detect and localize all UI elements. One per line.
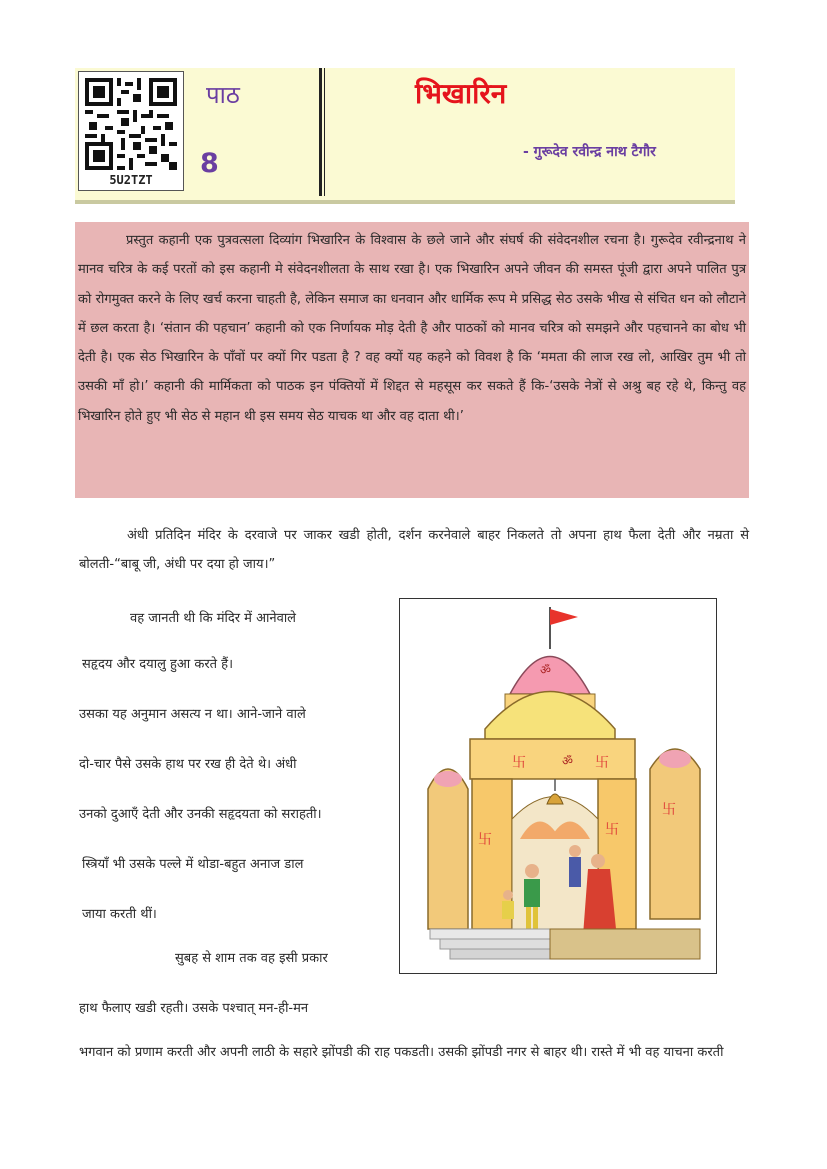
- story-line: जाया करती थीं।: [82, 907, 157, 922]
- page-title: भिखारिन: [415, 77, 507, 110]
- intro-text: प्रस्तुत कहानी एक पुत्रवत्सला दिव्यांग भिखारिन के विश्वास के छले जाने और संघर्ष की संवेदनशील रचना है। गुरूदेव रवीन्द्रनाथ ने मानव चरित्र के कई परतों को इस कहानी मे संवेदनशीलता के साथ रखा है। एक भिखारिन अपने जीवन की समस्त पूंजी द्वारा अपने पालित पुत्र को रोगमुक्त करने के लिए खर्च करना चाहती है, लेकिन समाज का धनवान और धार्मिक रूप मे प्रसिद्ध सेठ उसके भीख से संचित धन को लौटाने में छल करता है। ‘संतान की पहचान’ कहानी को एक निर्णायक मोड़ देती है और पाठकों को मानव चरित्र को समझने और पहचानने का बोध भी देती है। एक सेठ भिखारिन के पाँवों पर क्यों गिर पडता है ? वह क्यों यह कहने को विवश है कि ‘ममता की लाज रख लो, आखिर तुम भी तो उसकी माँ हो।’ कहानी की मार्मिकता को पाठक इन पंक्तियों में शिद्दत से महसूस कर सकते हैं कि-‘उसके नेत्रों से अश्रु बह रहे थे, किन्तु वह भिखारिन होते हुए भी सेठ से महान थी इस समय सेठ याचक था और वह दाता थी।’: [78, 233, 746, 424]
- story-line: दो-चार पैसे उसके हाथ पर रख ही देते थे। अंधी: [79, 757, 297, 772]
- qr-code[interactable]: [78, 71, 184, 191]
- intro-summary-box: [75, 222, 749, 498]
- story-line: सुबह से शाम तक वह इसी प्रकार: [175, 951, 328, 966]
- story-paragraph-1: अंधी प्रतिदिन मंदिर के दरवाजे पर जाकर खडी होती, दर्शन करनेवाले बाहर निकलते तो अपना हाथ फैला देती और नम्रता से बोलती-“बाबू जी, अंधी पर दया हो जाय।”: [79, 528, 749, 572]
- svg-text:ॐ: ॐ: [562, 754, 573, 768]
- lesson-label: पाठ: [206, 81, 240, 109]
- svg-text:卐: 卐: [605, 822, 619, 838]
- story-line: उसका यह अनुमान असत्य न था। आने-जाने वाले: [79, 707, 306, 722]
- qr-code-icon: [85, 78, 177, 170]
- svg-text:卐: 卐: [478, 832, 492, 848]
- temple-scene-icon: [400, 599, 716, 973]
- story-line: उनको दुआएँ देती और उनकी सहृदयता को सराहती।: [79, 807, 322, 822]
- story-line: स्त्रियाँ भी उसके पल्ले में थोडा-बहुत अनाज डाल: [82, 857, 304, 872]
- story-paragraph-last: भगवान को प्रणाम करती और अपनी लाठी के सहारे झोंपडी की राह पकडती। उसकी झोंपडी नगर से बाहर थी। रास्ते में भी वह याचना करती: [79, 1045, 724, 1060]
- story-line: सहृदय और दयालु हुआ करते हैं।: [82, 657, 234, 672]
- story-line: वह जानती थी कि मंदिर में आनेवाले: [130, 611, 297, 626]
- svg-text:卐: 卐: [595, 755, 609, 771]
- author-credit: - गुरूदेव रवीन्द्र नाथ टैगौर: [523, 144, 656, 160]
- svg-text:ॐ: ॐ: [540, 663, 551, 677]
- qr-code-label: 5U2TZT: [109, 173, 153, 187]
- lesson-number: 8: [200, 148, 219, 179]
- lesson-header: [75, 68, 735, 204]
- header-divider-thin: [324, 68, 325, 196]
- story-line: हाथ फैलाए खडी रहती। उसके पश्चात् मन-ही-मन: [79, 1001, 309, 1016]
- svg-text:卐: 卐: [512, 755, 526, 771]
- header-divider: [319, 68, 322, 196]
- svg-text:卐: 卐: [662, 802, 676, 818]
- temple-illustration: [399, 598, 717, 974]
